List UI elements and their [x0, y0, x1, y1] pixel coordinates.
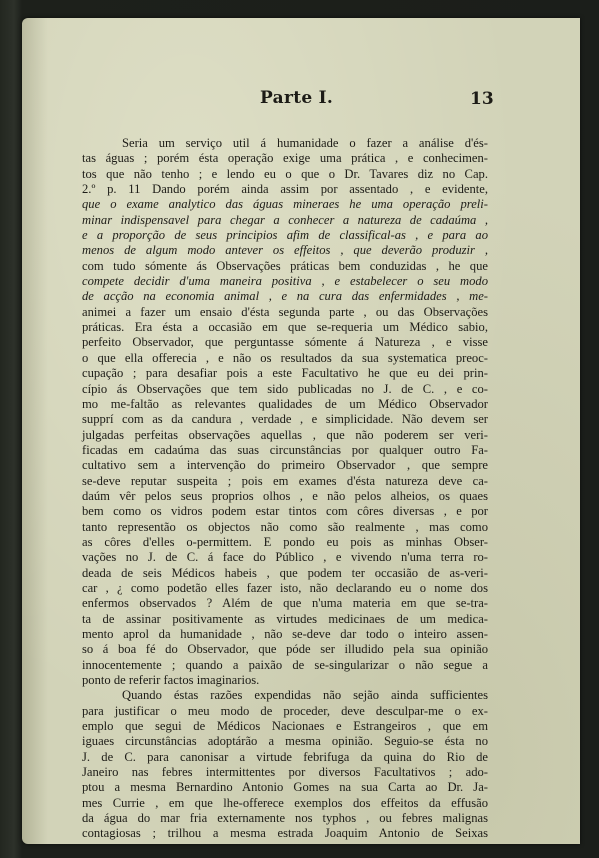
- text-line: innocentemente ; quando a paixão de se-singularizar o não segue a: [82, 657, 488, 672]
- text-line: ficadas em cadaúma das suas circunstâncias por qualquer outro Fa-: [82, 442, 488, 457]
- text-line: tos que não tenho ; e lendo eu o que o Dr. Tavares diz no Cap.: [82, 166, 488, 181]
- text-line: Seria um serviço util á humanidade o fazer a análise d'és-: [122, 136, 488, 150]
- text-line: práticas. Era ésta a occasião em que se-requeria um Médico sabio,: [82, 320, 488, 335]
- page-header: [22, 88, 580, 114]
- text-line: so á boa fé do Observador, que póde ser illudido pela sua opinião: [82, 642, 488, 657]
- text-line: da água do mar fria externamente nos typhos , ou febres malignas: [82, 811, 488, 826]
- text-line: 2.º p. 11 Dando porém ainda assim por assentado , e evidente,: [82, 182, 488, 197]
- text-line: julgadas perfeitas observações aquellas , que não poderem ser veri-: [82, 427, 488, 442]
- text-line: compete decidir d'uma maneira positiva , e estabelecer o seu modo: [82, 274, 488, 289]
- text-line: car , ¿ como podetão elles fazer isto, não declarando eu o nome dos: [82, 580, 488, 595]
- text-line: para justificar o meu modo de proceder, deve desculpar-me o ex-: [82, 703, 488, 718]
- text-line: supprí com as da candura , verdade , e simplicidade. Não devem ser: [82, 412, 488, 427]
- text-line: mento aprol da humanidade , não se-deve dar todo o inteiro assen-: [82, 627, 488, 641]
- text-line: Janeiro nas febres intermittentes por diversos Facultativos ; ado-: [82, 765, 488, 780]
- text-line: ponto de referir factos imaginarios.: [82, 673, 260, 688]
- text-line: ta de assinar positivamente as virtudes medicinaes de um medica-: [82, 611, 488, 626]
- text-line: mo me-faltão as relevantes qualidades de um Médico Observador: [82, 396, 488, 411]
- text-line: que o exame analytico das águas mineraes he uma operação preli-: [82, 197, 488, 212]
- text-line: cupação ; para desafiar pois a este Facultativo he que eu dei prin-: [82, 366, 488, 381]
- text-line: e a proporção de seus principios afim de classifical-as , e para ao: [82, 228, 488, 243]
- text-line: contagiosas ; trilhou a mesma estrada Joaquim Antonio de Seixas: [82, 826, 488, 841]
- text-line: iguaes circunstâncias adoptárão a mesma opinião. Seguio-se ésta no: [82, 734, 488, 749]
- text-line: vações no J. de C. á face do Público , e vivendo n'uma terra ro-: [82, 550, 488, 565]
- text-line: emplo que segui de Médicos Nacionaes e Estrangeiros , que em: [82, 719, 488, 734]
- text-line: animei a fazer um ensaio d'ésta segunda parte , ou das Observações: [82, 304, 488, 319]
- text-line: de acção na economia animal , e na cura das enfermidades , me-: [82, 289, 488, 304]
- text-line: bem como os vidros podem estar tintos com côres diversas , e por: [82, 504, 488, 519]
- text-line: o que ella offerecia , e não os resultados da sua systematica preoc-: [82, 350, 488, 365]
- text-line: com tudo sómente ás Observações práticas bem conduzidas , he que: [82, 258, 488, 273]
- text-line: deada de seis Médicos habeis , que podem ter occasião de as-veri-: [82, 565, 488, 580]
- text-line: ptou a mesma Bernardino Antonio Gomes na sua Carta ao Dr. Ja-: [82, 780, 488, 795]
- book-page: [22, 18, 580, 844]
- body-text: [82, 136, 488, 842]
- text-line: minar indispensavel para chegar a conhecer a natureza de cadaúma ,: [82, 212, 488, 227]
- text-line: cípio ás Observações que tem sido publicadas no J. de C. , e co-: [82, 381, 488, 396]
- text-line: mes Currie , em que lhe-offerece exemplos dos effeitos da effusão: [82, 795, 488, 810]
- text-line: cultativo sem a intervenção do primeiro Observador , que sempre: [82, 458, 488, 473]
- running-head: Parte I.: [260, 88, 334, 108]
- text-line: daúm vêr pelos seus proprios olhos , e não pelos alheios, os quaes: [82, 488, 488, 503]
- text-line: tanto representão os objectos não como são realmente , mas como: [82, 519, 488, 534]
- text-line: menos de algum modo antever os effeitos , que deverão produzir ,: [82, 243, 488, 258]
- text-line: se-deve reputar suspeita ; pois em exames d'ésta natureza deve ca-: [82, 473, 488, 488]
- text-line: perfeito Observador, que perguntasse sómente á Natureza , e visse: [82, 335, 488, 350]
- text-line: tas águas ; porém ésta operação exige uma prática , e conhecimen-: [82, 151, 488, 166]
- text-line: enfermos observados ? Além de que n'uma materia em que se-tra-: [82, 596, 488, 611]
- text-line: as côres d'elles o-permittem. E pondo eu pois as minhas Obser-: [82, 534, 488, 549]
- text-line: J. de C. para canonisar a virtude febrifuga da quina do Rio de: [82, 749, 488, 764]
- text-line: Quando éstas razões expendidas não sejão ainda sufficientes: [122, 688, 488, 703]
- page-number: 13: [470, 89, 494, 109]
